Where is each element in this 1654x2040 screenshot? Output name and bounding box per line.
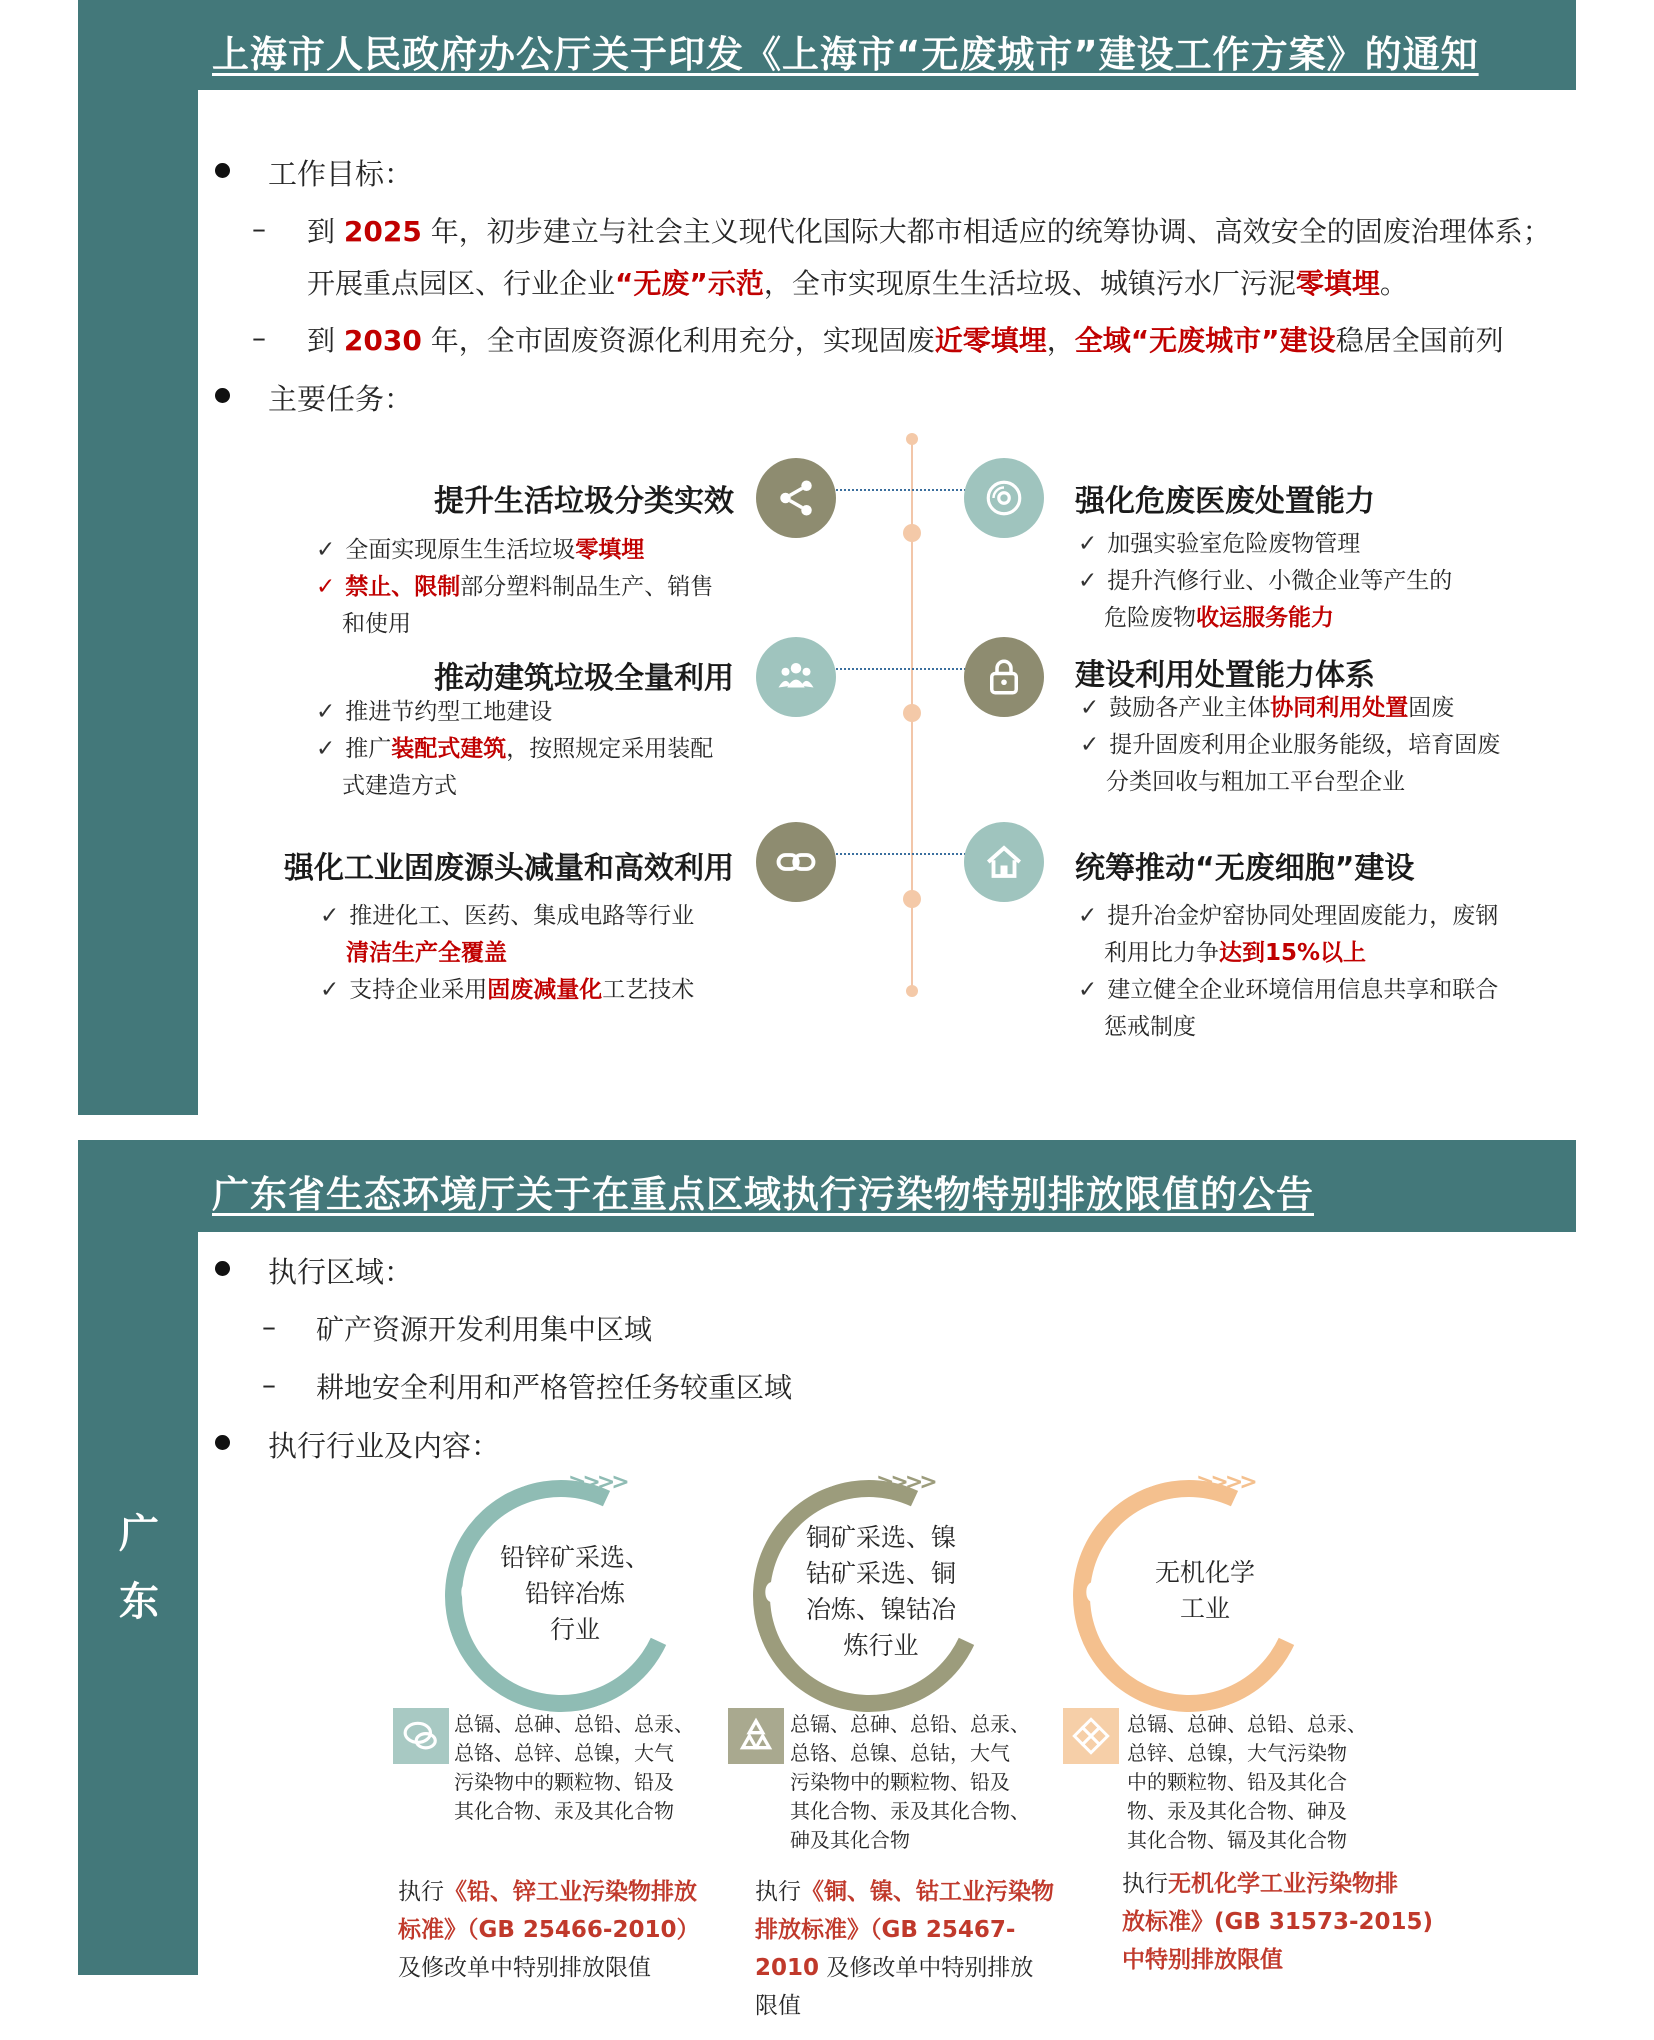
section2-title: 广东省生态环境厅关于在重点区域执行污染物特别排放限值的公告 — [212, 1173, 1314, 1216]
industry2-number: 01 — [764, 1576, 803, 1609]
task3-title: 强化工业固废源头减量和高效利用 — [284, 851, 734, 886]
industries-label: 执行行业及内容： — [268, 1429, 501, 1463]
area2: 耕地安全利用和严格管控任务较重区域 — [316, 1371, 793, 1404]
industry2-pollutants: 总镉、总砷、总铅、总汞、 总铬、总镍、总钴，大气 污染物中的颗粒物、铅及 其化合物、汞及其化合物、 砷及其化合物 — [790, 1712, 1030, 1852]
section2-region-label: 广 东 — [119, 1511, 159, 1625]
timeline-dot — [903, 890, 921, 908]
task6-item2: ✓ 建立健全企业环境信用信息共享和联合 — [1078, 977, 1499, 1003]
industry3-pollutants: 总镉、总砷、总铅、总汞、 总锌、总镍，大气污染物 中的颗粒物、铅及其化合 物、汞及其化合物、砷及 其化合物、镉及其化合物 — [1127, 1712, 1367, 1852]
section1-title: 上海市人民政府办公厅关于印发《上海市“无废城市”建设工作方案》的通知 — [212, 33, 1479, 76]
industry1-name: 铅锌矿采选、 铅锌冶炼 行业 — [500, 1543, 651, 1644]
task1-title: 提升生活垃圾分类实效 — [434, 484, 734, 519]
task2-title: 推动建筑垃圾全量利用 — [434, 661, 734, 696]
task2-item2-cont: 式建造方式 — [342, 773, 457, 799]
chevron-arrows-icon: >>>> — [568, 1470, 626, 1495]
task1-item1: ✓ 全面实现原生生活垃圾零填埋 — [316, 537, 645, 563]
areas-label: 执行区域： — [268, 1255, 414, 1289]
industry3-number: 01 — [1085, 1576, 1124, 1609]
connector-line — [836, 853, 966, 855]
task4-item2: ✓ 提升汽修行业、小微企业等产生的 — [1078, 568, 1453, 594]
timeline-dot — [906, 433, 918, 445]
industry3-name: 无机化学 工业 — [1154, 1558, 1255, 1623]
team-icon — [756, 637, 836, 717]
bullet-dot — [215, 388, 230, 403]
task2-item2: ✓ 推广装配式建筑，按照规定采用装配 — [316, 736, 714, 762]
connector-line — [836, 668, 966, 670]
dash: – — [252, 212, 266, 245]
task2-item1: ✓ 推进节约型工地建设 — [316, 699, 553, 725]
industry2-standard: 执行《铜、镍、钴工业污染物 排放标准》（GB 25467- 2010 及修改单中特别排放 限值 — [755, 1879, 1054, 2019]
chevron-arrows-icon: >>>> — [1196, 1470, 1254, 1495]
recycle-icon — [728, 1708, 784, 1764]
chevron-arrows-icon: >>>> — [876, 1470, 934, 1495]
lock-icon — [964, 637, 1044, 717]
task4-item1: ✓ 加强实验室危险废物管理 — [1078, 531, 1361, 557]
home-icon — [964, 822, 1044, 902]
task3-item2: ✓ 支持企业采用固废减量化工艺技术 — [320, 977, 695, 1003]
tasks-label: 主要任务： — [268, 382, 414, 416]
goal2-line: 到 2030 年，全市固废资源化利用充分，实现固废近零填埋，全域“无废城市”建设稳居全国前列 — [307, 324, 1504, 357]
task1-item2-cont: 和使用 — [342, 611, 411, 637]
task5-item2-cont: 分类回收与粗加工平台型企业 — [1106, 769, 1405, 795]
task5-item2: ✓ 提升固废利用企业服务能级，培育固废 — [1080, 732, 1501, 758]
connector-line — [836, 489, 966, 491]
timeline-dot — [903, 704, 921, 722]
task1-item2: ✓ 禁止、限制部分塑料制品生产、销售 — [316, 574, 714, 600]
industry1-number: 01 — [460, 1576, 499, 1609]
boxes-icon — [1063, 1708, 1119, 1764]
goal1-line1: 到 2025 年，初步建立与社会主义现代化国际大都市相适应的统筹协调、高效安全的固废治理体系； — [307, 215, 1551, 248]
industry2-name: 铜矿采选、镍 钴矿采选、铜 冶炼、镍钴冶 炼行业 — [806, 1523, 957, 1660]
task4-title: 强化危废医废处置能力 — [1075, 484, 1375, 519]
disc-icon — [964, 458, 1044, 538]
industry1-standard: 执行《铅、锌工业污染物排放 标准》（GB 25466-2010） 及修改单中特别排放限值 — [398, 1879, 700, 1981]
industry1-pollutants: 总镉、总砷、总铅、总汞、 总铬、总锌、总镍，大气 污染物中的颗粒物、铅及 其化合物、汞及其化合物 — [454, 1712, 694, 1823]
dash: – — [262, 1310, 276, 1343]
dash: – — [262, 1368, 276, 1401]
share-icon — [756, 458, 836, 538]
bullet-dot — [215, 163, 230, 178]
bullet-dot — [215, 1435, 230, 1450]
bullet-dot — [215, 1261, 230, 1276]
task5-title: 建设利用处置能力体系 — [1075, 658, 1375, 693]
goals-label: 工作目标： — [268, 157, 414, 191]
task3-item1-cont: 清洁生产全覆盖 — [346, 940, 507, 966]
timeline-dot — [903, 524, 921, 542]
goal1-line2: 开展重点园区、行业企业“无废”示范，全市实现原生生活垃圾、城镇污水厂污泥零填埋。 — [307, 267, 1408, 300]
area1: 矿产资源开发利用集中区域 — [316, 1313, 653, 1346]
task6-item2-cont: 惩戒制度 — [1104, 1014, 1196, 1040]
task3-item1: ✓ 推进化工、医药、集成电路等行业 — [320, 903, 695, 929]
task5-item1: ✓ 鼓励各产业主体协同利用处置固废 — [1080, 695, 1455, 721]
dash: – — [252, 321, 266, 354]
industry3-standard: 执行无机化学工业污染物排 放标准》(GB 31573-2015) 中特别排放限值 — [1122, 1871, 1434, 1973]
task6-title: 统筹推动“无废细胞”建设 — [1075, 851, 1415, 886]
task6-item1-cont: 利用比力争达到15%以上 — [1104, 940, 1367, 966]
chat-bubbles-icon — [393, 1708, 449, 1764]
link-icon — [756, 822, 836, 902]
task6-item1: ✓ 提升冶金炉窑协同处理固废能力，废钢 — [1078, 903, 1499, 929]
timeline-dot — [906, 985, 918, 997]
task4-item2-cont: 危险废物收运服务能力 — [1104, 605, 1334, 631]
section1-side-bar — [78, 0, 198, 1115]
